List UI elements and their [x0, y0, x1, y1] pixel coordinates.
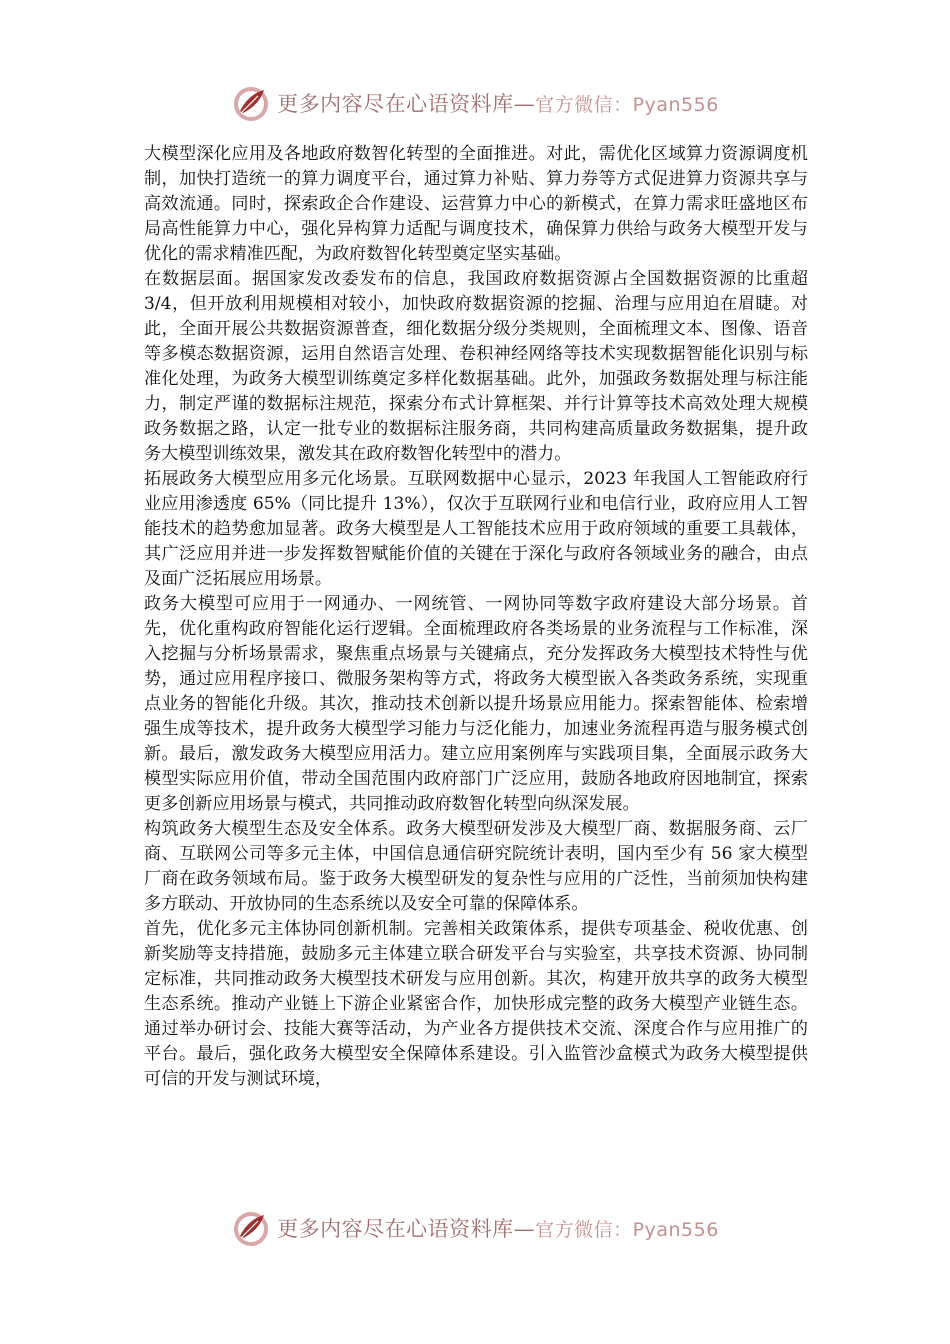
header-text	[277, 88, 719, 118]
footer-wechat: 官方微信：Pyan556	[535, 1219, 719, 1241]
header-watermark	[0, 78, 950, 128]
leaf-circle-icon	[231, 1208, 271, 1248]
footer-separator: —	[513, 1217, 536, 1241]
header-title: 更多内容尽在心语资料库	[277, 92, 514, 116]
paragraph-1: 大模型深化应用及各地政府数智化转型的全面推进。对此，需优化区域算力资源调度机制，加快打造统一的算力调度平台，通过算力补贴、算力券等方式促进算力资源共享与高效流通。同时，探索政企合作建设、运营算力中心的新模式，在算力需求旺盛地区布局高性能算力中心，强化异构算力适配与调度技术，确保算力供给与政务大模型开发与优化的需求精准匹配，为政府数智化转型奠定坚实基础。	[144, 144, 808, 264]
paragraph-3: 拓展政务大模型应用多元化场景。互联网数据中心显示，2023 年我国人工智能政府行业应用渗透度 65%（同比提升 13%），仅次于互联网行业和电信行业，政府应用人工智能技术的趋势愈加显著。政务大模型是人工智能技术应用于政府领域的重要工具载体，其广泛应用并进一步发挥数智赋能价值的关键在于深化与政府各领域业务的融合，由点及面广泛拓展应用场景。	[144, 469, 808, 589]
footer-watermark	[0, 1203, 950, 1253]
paragraph-4: 政务大模型可应用于一网通办、一网统管、一网协同等数字政府建设大部分场景。首先，优化重构政府智能化运行逻辑。全面梳理政府各类场景的业务流程与工作标准，深入挖掘与分析场景需求，聚焦重点场景与关键痛点，充分发挥政务大模型技术特性与优势，通过应用程序接口、微服务架构等方式，将政务大模型嵌入各类政务系统，实现重点业务的智能化升级。其次，推动技术创新以提升场景应用能力。探索智能体、检索增强生成等技术，提升政务大模型学习能力与泛化能力，加速业务流程再造与服务模式创新。最后，激发政务大模型应用活力。建立应用案例库与实践项目集，全面展示政务大模型实际应用价值，带动全国范围内政府部门广泛应用，鼓励各地政府因地制宜，探索更多创新应用场景与模式，共同推动政府数智化转型向纵深发展。	[144, 594, 808, 814]
footer-text	[277, 1213, 719, 1243]
header-separator: —	[513, 92, 536, 116]
header-wechat: 官方微信：Pyan556	[535, 94, 719, 116]
leaf-circle-icon	[231, 83, 271, 123]
paragraph-5: 构筑政务大模型生态及安全体系。政务大模型研发涉及大模型厂商、数据服务商、云厂商、互联网公司等多元主体，中国信息通信研究院统计表明，国内至少有 56 家大模型厂商在政务领域布局。鉴于政务大模型研发的复杂性与应用的广泛性，当前须加快构建多方联动、开放协同的生态系统以及安全可靠的保障体系。	[144, 819, 808, 914]
document-body	[144, 142, 808, 1092]
paragraph-6: 首先，优化多元主体协同创新机制。完善相关政策体系，提供专项基金、税收优惠、创新奖励等支持措施，鼓励多元主体建立联合研发平台与实验室，共享技术资源、协同制定标准，共同推动政务大模型技术研发与应用创新。其次，构建开放共享的政务大模型生态系统。推动产业链上下游企业紧密合作，加快形成完整的政务大模型产业链生态。通过举办研讨会、技能大赛等活动，为产业各方提供技术交流、深度合作与应用推广的平台。最后，强化政务大模型安全保障体系建设。引入监管沙盒模式为政务大模型提供可信的开发与测试环境，	[144, 919, 808, 1089]
paragraph-2: 在数据层面。据国家发改委发布的信息，我国政府数据资源占全国数据资源的比重超 3/4，但开放利用规模相对较小，加快政府数据资源的挖掘、治理与应用迫在眉睫。对此，全面开展公共数据资源普查，细化数据分级分类规则，全面梳理文本、图像、语音等多模态数据资源，运用自然语言处理、卷积神经网络等技术实现数据智能化识别与标准化处理，为政务大模型训练奠定多样化数据基础。此外，加强政务数据处理与标注能力，制定严谨的数据标注规范，探索分布式计算框架、并行计算等技术高效处理大规模政务数据之路，认定一批专业的数据标注服务商，共同构建高质量政务数据集，提升政务大模型训练效果，激发其在政府数智化转型中的潜力。	[144, 269, 808, 464]
footer-title: 更多内容尽在心语资料库	[277, 1217, 514, 1241]
